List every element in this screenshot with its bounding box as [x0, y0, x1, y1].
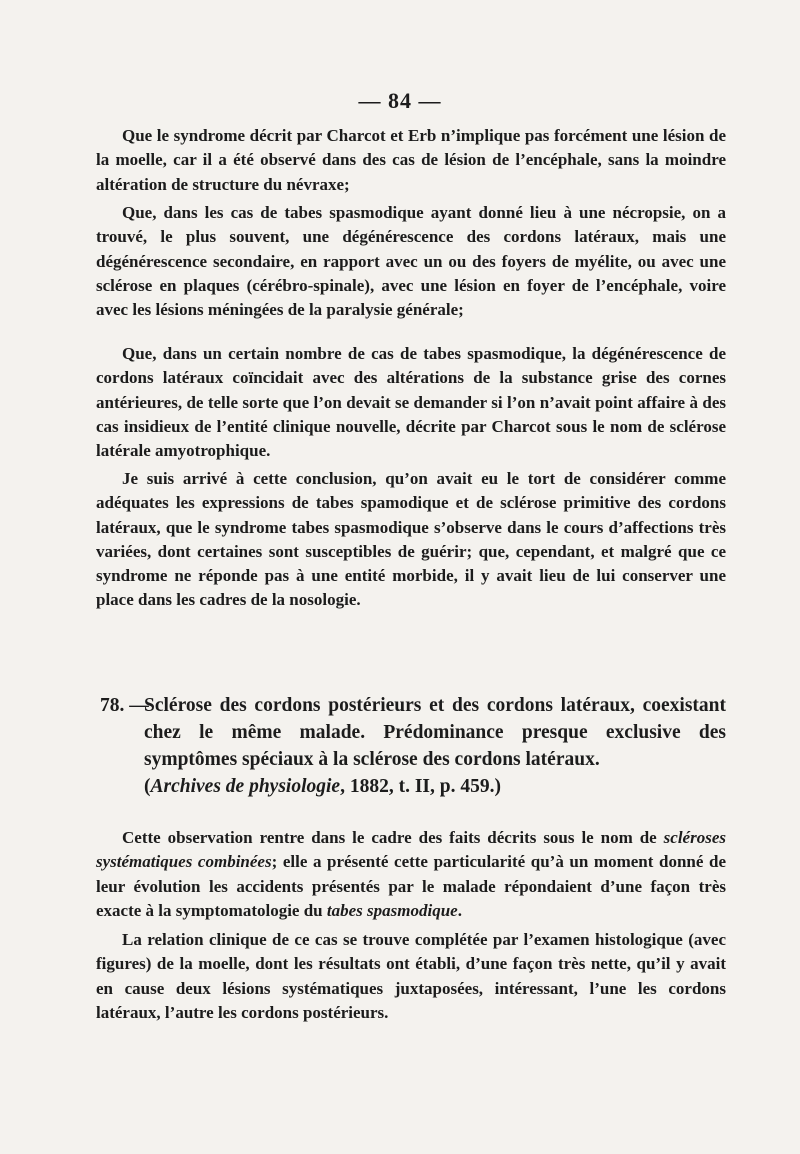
paragraph-text: Que, dans un certain nombre de cas de tabes spasmodique, la dégénérescence de cordons latéraux coïncidait avec des altérations de la substance grise des cornes antérieures, de telle sorte que l’on devait se demander si l’on n’avait point affaire à des cas insidieux de l’entité clinique nouvelle, décrite par Charcot sous le nom de sclérose latérale amyotrophique. [96, 344, 726, 461]
para1-part-c: . [457, 900, 462, 920]
section-reference [144, 773, 726, 800]
reference-open: ( [144, 776, 151, 797]
paragraph-4 [96, 467, 726, 613]
section-number: 78. — [100, 695, 149, 716]
paragraph-text: Que le syndrome décrit par Charcot et Erb n’implique pas forcément une lésion de la moelle, car il a été observé dans des cas de lésion de l’encéphale, sans la moindre altération de structure du névraxe; [96, 126, 726, 194]
reference-details: , 1882, t. II, p. 459.) [340, 776, 501, 797]
paragraph-text: Que, dans les cas de tabes spasmodique ayant donné lieu à une nécropsie, on a trouvé, le plus souvent, une dégénérescence des cordons latéraux, mais une dégénérescence secondaire, en rapport avec un ou des foyers de myélite, ou avec une sclérose en plaques (cérébro-spinale), avec une lésion en foyer de l’encéphale, voire avec les lésions méningées de la paralysie générale; [96, 203, 726, 320]
paragraph-text: Je suis arrivé à cette conclusion, qu’on avait eu le tort de considérer comme adéquates les expressions de tabes spamodique et de sclérose primitive des cordons latéraux, que le syndrome tabes spasmodique s’observe dans le cours d’affections très variées, dont certaines sont susceptibles de guérir; que, cependant, et malgré que ce syndrome ne réponde pas à une entité morbide, il y avait lieu de lui conserver une place dans les cadres de la nosologie. [96, 469, 726, 610]
section-paragraph-1 [96, 826, 726, 923]
paragraph-3 [96, 342, 726, 463]
reference-journal: Archives de physiologie [150, 776, 341, 797]
para1-italic-1: scléroses systématiques combinées [96, 828, 726, 872]
para1-part-b: ; elle a présenté cette particularité qu’à un moment donné de leur évolution les accidents présentés par le malade répondaient d’une façon très exacte à la symptomatologie du [96, 852, 726, 920]
para1-italic-2: tabes spasmodique [326, 900, 458, 920]
paragraph-1 [96, 124, 726, 197]
paragraph-text: La relation clinique de ce cas se trouve complétée par l’examen histologique (avec figures) de la moelle, dont les résultats ont établi, d’une façon très nette, qu’il y avait en cause deux lésions systématiques juxtaposées, intéressant, l’une les cordons latéraux, l’autre les cordons postérieurs. [96, 930, 726, 1022]
section-heading [100, 692, 726, 800]
para1-part-a: Cette observation rentre dans le cadre des faits décrits sous le nom de [122, 828, 664, 847]
paragraph-2 [96, 201, 726, 322]
paragraph-text [96, 826, 726, 923]
section-paragraph-2 [96, 928, 726, 1025]
page-number: — 84 — [358, 88, 442, 113]
section-title: Sclérose des cordons postérieurs et des cordons latéraux, coexistant chez le même malade. Prédominance presque exclusive des symptômes spéciaux à la sclérose des cordons latéraux. [144, 695, 726, 770]
